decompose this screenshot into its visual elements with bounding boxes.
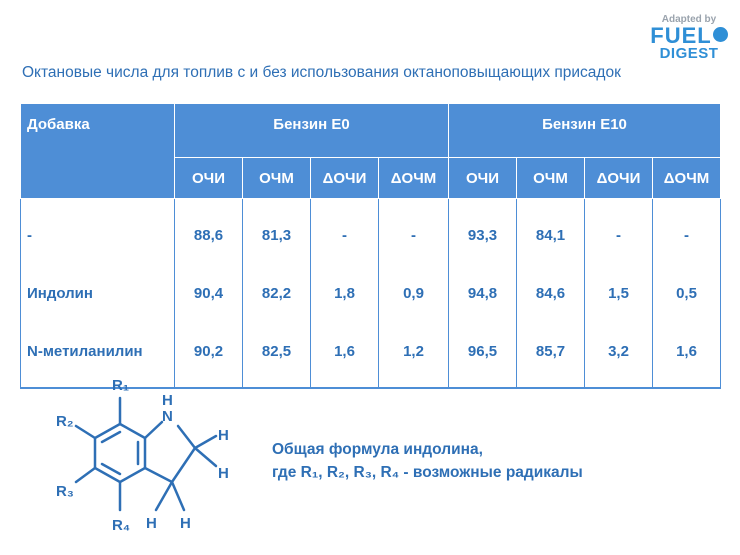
atom-hydrogen: H (146, 515, 157, 532)
table-cell: - (653, 199, 721, 265)
bond-h (156, 482, 172, 510)
table-cell: 0,9 (379, 264, 449, 322)
header-e10-delta-ochi: ΔОЧИ (585, 158, 653, 199)
header-e10-ochi: ОЧИ (449, 158, 517, 199)
header-e0-delta-ochi: ΔОЧИ (311, 158, 379, 199)
formula-caption (272, 438, 583, 484)
table-cell: 1,5 (585, 264, 653, 322)
table-row (21, 199, 721, 265)
table-cell: 0,5 (653, 264, 721, 322)
table-cell: 1,8 (311, 264, 379, 322)
table-cell: 3,2 (585, 322, 653, 388)
atom-hydrogen: H (180, 515, 191, 532)
table-cell: - (379, 199, 449, 265)
bond (120, 424, 145, 438)
header-e10-ochm: ОЧМ (517, 158, 585, 199)
page-title: Октановые числа для топлив с и без использования октаноповыщающих присадок (22, 64, 621, 81)
bond-h (195, 436, 216, 448)
atom-hydrogen: H (218, 465, 229, 482)
atom-r2: R₂ (56, 413, 74, 430)
formula-caption-line1: Общая формула индолина, (272, 441, 483, 458)
table-cell: 85,7 (517, 322, 585, 388)
table-header-row-columns (21, 158, 721, 199)
header-group-e10: Бензин Е10 (449, 104, 721, 158)
table-cell: 81,3 (243, 199, 311, 265)
header-e0-ochm: ОЧМ (243, 158, 311, 199)
bond-r2 (76, 426, 95, 438)
bond-r3 (76, 468, 95, 482)
table-cell: 94,8 (449, 264, 517, 322)
table-cell: 90,4 (175, 264, 243, 322)
table-cell: 88,6 (175, 199, 243, 265)
bond (95, 468, 120, 482)
header-group-e0: Бензин Е0 (175, 104, 449, 158)
bond-h (172, 482, 184, 510)
logo-adapted-text: Adapted by (661, 14, 717, 25)
table-row (21, 264, 721, 322)
table-cell: 1,6 (311, 322, 379, 388)
logo-fuel-text: FUEL (648, 25, 730, 46)
atom-r1: R₁ (112, 377, 130, 394)
table-cell: 82,2 (243, 264, 311, 322)
bond (95, 424, 120, 438)
atom-nitrogen: N (162, 408, 173, 425)
bond (145, 422, 162, 438)
row-label: Индолин (21, 264, 175, 322)
header-e0-delta-ochm: ΔОЧМ (379, 158, 449, 199)
bond (120, 468, 145, 482)
row-label: N-метиланилин (21, 322, 175, 388)
bond (172, 448, 195, 482)
header-additive: Добавка (21, 104, 175, 158)
table-cell: 82,5 (243, 322, 311, 388)
table-header-row-groups (21, 104, 721, 158)
row-label: - (21, 199, 175, 265)
logo-digest-text: DIGEST (659, 45, 719, 62)
table-cell: 90,2 (175, 322, 243, 388)
atom-r4: R₄ (112, 517, 130, 534)
table-cell: - (311, 199, 379, 265)
table-cell: 93,3 (449, 199, 517, 265)
table-cell: 1,6 (653, 322, 721, 388)
header-blank (21, 158, 175, 199)
indoline-structure-diagram (0, 360, 260, 550)
fuel-digest-logo (648, 14, 730, 61)
formula-caption-line2: где R₁, R₂, R₃, R₄ - возможные радикалы (272, 464, 583, 481)
atom-r3: R₃ (56, 483, 74, 500)
atom-nh-hydrogen: H (162, 392, 173, 409)
atom-hydrogen: H (218, 427, 229, 444)
table-cell: 96,5 (449, 322, 517, 388)
octane-table (20, 103, 721, 389)
header-e0-ochi: ОЧИ (175, 158, 243, 199)
table-cell: 84,1 (517, 199, 585, 265)
header-e10-delta-ochm: ΔОЧМ (653, 158, 721, 199)
bond (178, 426, 195, 448)
logo-drop-icon (713, 27, 728, 42)
table-cell: - (585, 199, 653, 265)
bond-h (195, 448, 216, 466)
bond (145, 468, 172, 482)
table-cell: 1,2 (379, 322, 449, 388)
table-cell: 84,6 (517, 264, 585, 322)
